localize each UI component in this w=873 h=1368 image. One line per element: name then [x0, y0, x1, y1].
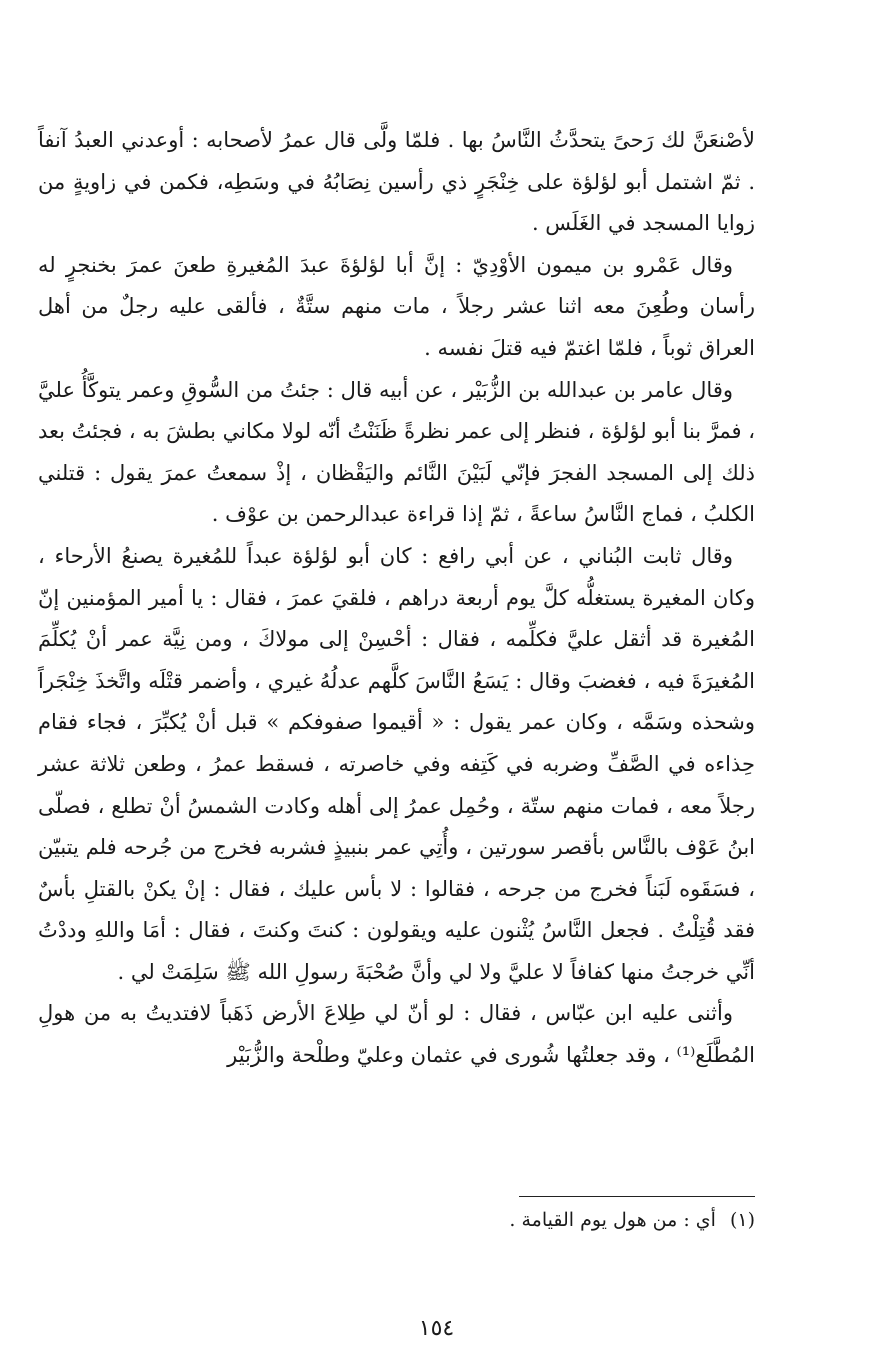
paragraph-3: وقال عامر بن عبدالله بن الزُّبَيْر ، عن أبيه قال : جئتُ من السُّوقِ وعمر يتوكَّأُ عليَّ ، فمرَّ بنا أبو لؤلؤة ، فنظر إلى عمر نظرةً ظَنَنْتُ أنّه لولا مكاني بطشَ به ، فجئتُ بعد ذلك إلى المسجد الفجرَ فإنّي لَبَيْنَ النَّائم واليَقْظان ، إذْ سمعتُ عمرَ يقول : قتلني الكلبُ ، فماج النَّاسُ ساعةً ، ثمّ إذا قراءة عبدالرحمن بن عوْف . [38, 377, 755, 527]
paragraph-5: وأثنى عليه ابن عبّاس ، فقال : لو أنّ لي طِلاعَ الأرض ذَهَباً لافتديتُ به من هولِ المُطَّلَع⁽¹⁾ ، وقد جعلتُها شُورى في عثمان وعليّ وطلْحة والزُّبَيْر [38, 1001, 755, 1068]
paragraph-2: وقال عَمْرو بن ميمون الأوْدِيّ : إنَّ أبا لؤلؤةَ عبدَ المُغيرةِ طعنَ عمرَ بخنجرٍ له رأسان وطُعِنَ معه اثنا عشر رجلاً ، مات منهم ستَّةٌ ، فألقى عليه رجلٌ من أهل العراق ثوباً ، فلمّا اغتمّ فيه قتلَ نفسه . [38, 252, 755, 360]
paragraph-1: لأصْنعَنَّ لك رَحىً يتحدَّثُ النَّاسُ بها . فلمّا ولَّى قال عمرُ لأصحابه : أوعدني العبدُ آنفاً . ثمّ اشتمل أبو لؤلؤة على خِنْجَرٍ ذي رأسين نِصَابُهُ في وسَطِه، فكمن في زاويةٍ من زوايا المسجد في الغَلَس . [38, 128, 755, 236]
footnote-text: أي : من هول يوم القيامة . [509, 1209, 716, 1231]
main-text [38, 120, 755, 1077]
footnote-divider [519, 1196, 755, 1197]
footnote-number: (١) [729, 1209, 755, 1231]
footnote [509, 1206, 755, 1234]
page-number: ١٥٤ [418, 1316, 455, 1341]
paragraph-4: وقال ثابت البُناني ، عن أبي رافع : كان أبو لؤلؤة عبداً للمُغيرة يصنعُ الأرحاء ، وكان المغيرة يستغلُّه كلَّ يوم أربعة دراهم ، فلقيَ عمرَ ، فقال : يا أمير المؤمنين إنّ المُغيرة قد أثقل عليَّ فكلِّمه ، فقال : أحْسِنْ إلى مولاكَ ، ومن نِيَّة عمر أنْ يُكلِّمَ المُغيرَةَ فيه ، فغضبَ وقال : يَسَعُ النَّاسَ كلَّهم عدلُهُ غيري ، وأضمر قتْلَه واتَّخذَ خِنْجَراً وشحذه وسَمَّه ، وكان عمر يقول : « أقيموا صفوفكم » قبل أنْ يُكبِّرَ ، فجاء فقام حِذاءه في الصَّفِّ وضربه في كَتِفه وفي خاصرته ، فسقط عمرُ ، وطعن ثلاثة عشر رجلاً معه ، فمات منهم ستّة ، وحُمِل عمرُ إلى أهله وكادت الشمسُ أنْ تطلع ، فصلّى ابنُ عَوْف بالنَّاس بأقصر سورتين ، وأُتِي عمر بنبيذٍ فشربه فخرج من جُرحه فلم يتبيّن ، فسَقَوه لَبَناً فخرج من جرحه ، فقالوا : لا بأس عليك ، فقال : إنْ يكنْ بالقتلِ بأسٌ فقد قُتِلْتُ . فجعل النَّاسُ يُثْنون عليه ويقولون : كنتَ وكنتَ ، فقال : أمَا واللهِ وددْتُ أنِّي خرجتُ منها كفافاً لا عليَّ ولا لي وأنَّ صُحْبَةَ رسولِ الله ﷺ سَلِمَتْ لي . [38, 543, 755, 984]
